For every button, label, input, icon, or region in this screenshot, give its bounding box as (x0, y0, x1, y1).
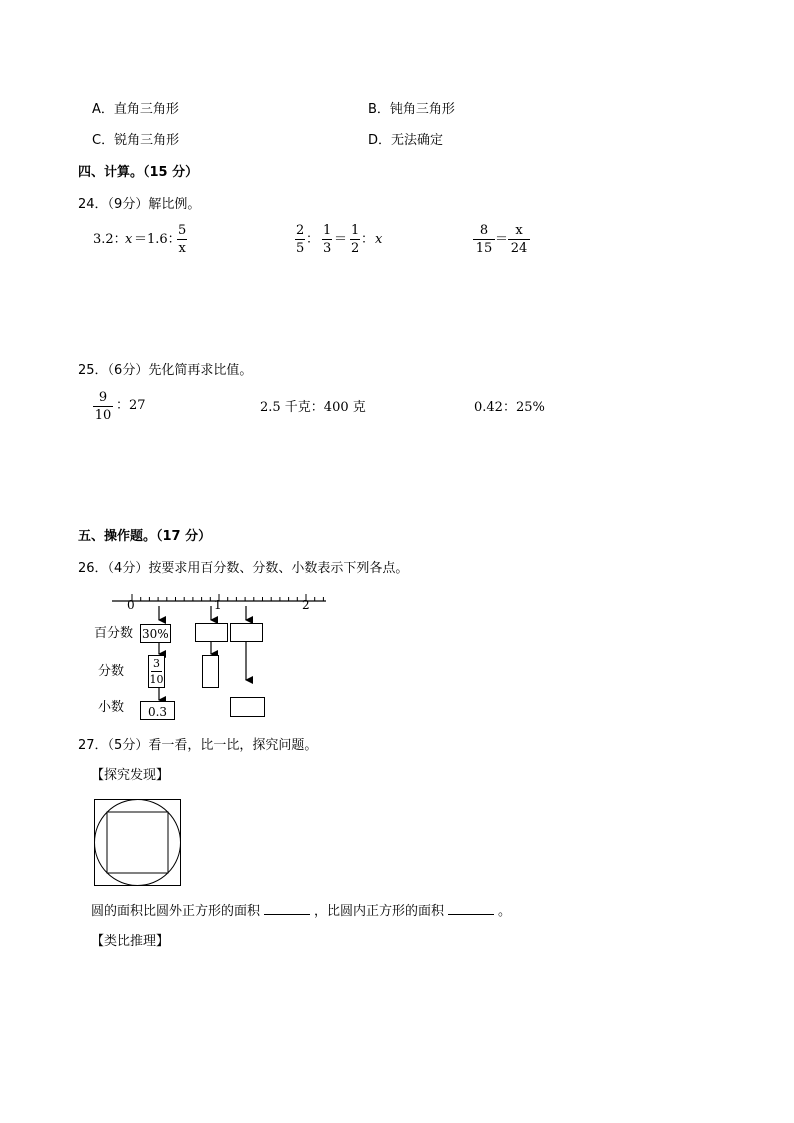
row-label-fraction: 分数 (98, 664, 125, 679)
eq2-variable: x (375, 232, 383, 247)
explore-heading: 【探究发现】 (91, 768, 170, 783)
q25-item1-fraction (93, 391, 113, 422)
eq3-den1: 15 (475, 241, 493, 256)
eq2-num2: 1 (323, 223, 332, 238)
decimal-box-filled (140, 701, 175, 720)
sentence-part-2: ，比圆内正方形的面积 (314, 904, 445, 919)
answer-blank-1[interactable] (264, 913, 310, 915)
eq2-den1: 5 (296, 241, 305, 256)
percent-box-empty-1[interactable] (195, 623, 228, 642)
section-5-title: 五、操作题。（17 分） (78, 529, 212, 544)
question-27-header: 27．（5分）看一看，比一比，探究问题。 (78, 738, 318, 753)
eq2-equals: ＝ (334, 232, 348, 247)
choice-d: D．无法确定 (368, 133, 444, 148)
eq1-fraction-denominator: x (178, 241, 186, 256)
q25-item1-den: 10 (94, 408, 112, 423)
percent-box-filled (140, 624, 171, 643)
fraction-box-empty[interactable] (202, 655, 219, 688)
analogy-heading: 【类比推理】 (91, 934, 170, 949)
sentence-part-1: 圆的面积比圆外正方形的面积 (91, 904, 261, 919)
eq1-mid: ＝1.6： (134, 232, 181, 247)
eq3-num2: x (515, 223, 523, 238)
percent-box-empty-2[interactable] (230, 623, 263, 642)
eq2-den2: 3 (323, 241, 332, 256)
eq3-den2: 24 (510, 241, 528, 256)
question-25-header: 25．（6分）先化简再求比值。 (78, 363, 253, 378)
eq3-fraction-2 (508, 224, 530, 255)
eq3-num1: 8 (479, 223, 489, 238)
eq3-equals: ＝ (495, 232, 509, 247)
eq1-fraction-numerator: 5 (178, 223, 187, 238)
fraction-denominator: 10 (149, 673, 164, 686)
question-26-header: 26．（4分）按要求用百分数、分数、小数表示下列各点。 (78, 561, 409, 576)
choice-b: B．钝角三角形 (368, 102, 455, 117)
row-label-decimal: 小数 (98, 700, 125, 715)
eq2-num3: 1 (351, 223, 360, 238)
q25-item1-num: 9 (98, 390, 108, 405)
eq2-den3: 2 (351, 241, 360, 256)
eq1-prefix: 3.2： (93, 232, 127, 247)
sentence-part-3: 。 (498, 904, 512, 919)
axis-label-0: 0 (127, 598, 135, 612)
fraction-box-filled (148, 655, 165, 688)
eq3-fraction-1 (473, 224, 495, 255)
percent-value: 30% (142, 627, 169, 641)
eq2-num1: 2 (296, 223, 305, 238)
eq2-fraction-2 (322, 224, 332, 255)
circle-square-figure (94, 799, 184, 889)
eq2-colon-1: ： (306, 232, 320, 247)
eq2-fraction-1 (295, 224, 305, 255)
question-24-header: 24．（9分）解比例。 (78, 197, 201, 212)
row-label-percent: 百分数 (94, 626, 134, 641)
axis-ticks (132, 594, 323, 601)
eq1-fraction (177, 224, 187, 255)
answer-blank-2[interactable] (448, 913, 494, 915)
fraction-numerator: 3 (153, 657, 160, 670)
choice-a: A．直角三角形 (92, 102, 179, 117)
eq1-variable: x (125, 232, 133, 247)
q25-item1-rest: ：27 (116, 398, 146, 413)
axis-label-2: 2 (302, 598, 310, 612)
axis-label-1: 1 (214, 598, 222, 612)
section-4-title: 四、计算。（15 分） (78, 165, 199, 180)
decimal-box-empty[interactable] (230, 697, 265, 717)
inner-square (107, 812, 168, 873)
q25-item3: 0.42：25% (474, 400, 545, 415)
eq2-fraction-3 (350, 224, 360, 255)
q27-sentence (91, 905, 511, 918)
decimal-value: 0.3 (147, 705, 168, 719)
choice-c: C．锐角三角形 (92, 133, 180, 148)
q25-item2: 2.5 千克：400 克 (260, 400, 366, 415)
eq2-colon-2: ： (361, 232, 375, 247)
fraction-bar (151, 671, 162, 672)
